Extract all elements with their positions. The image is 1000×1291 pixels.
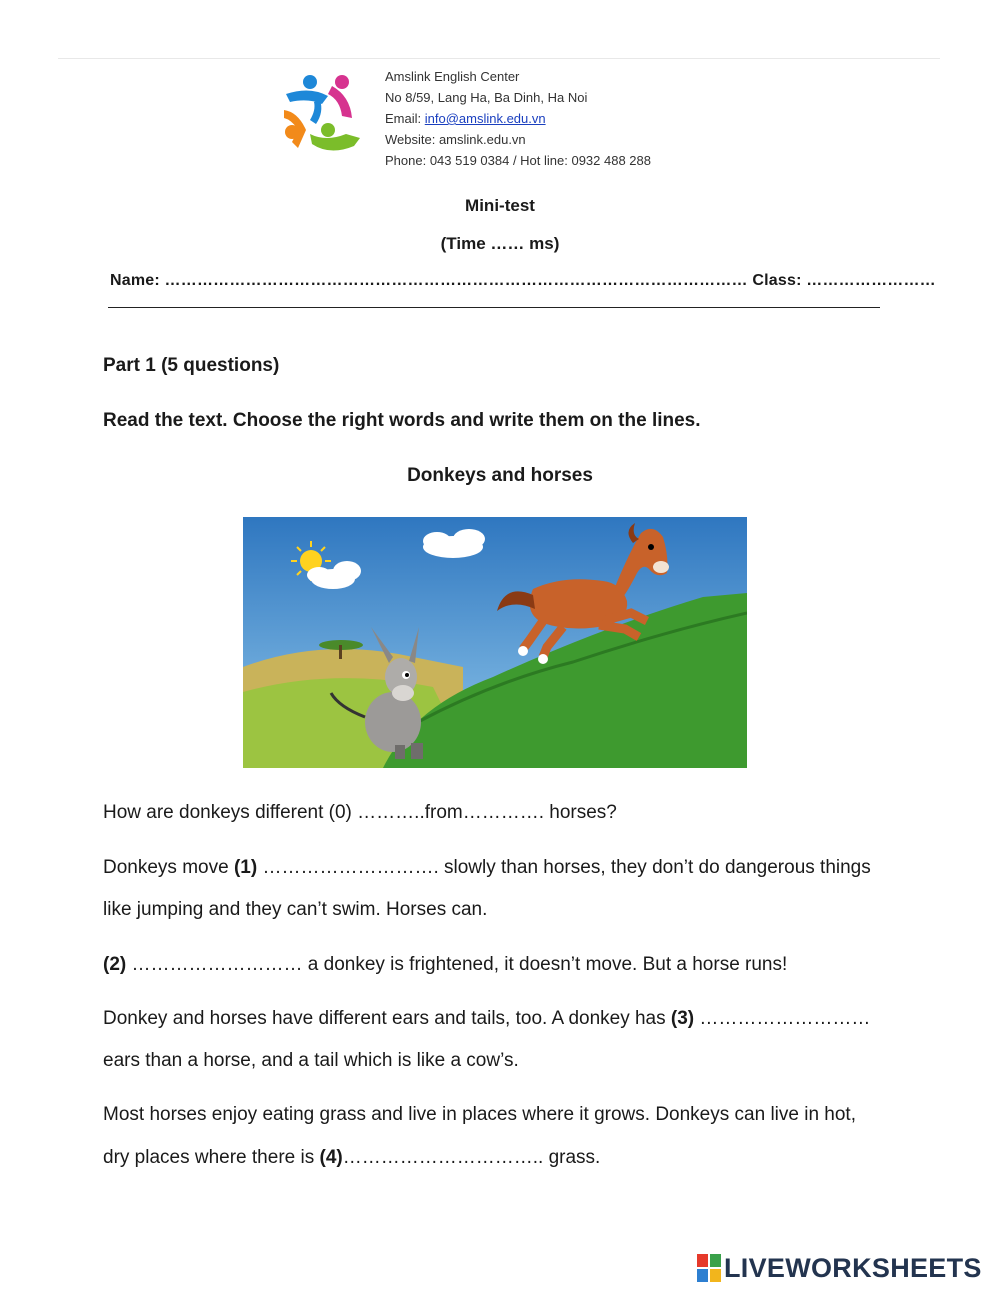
q3-text-pre: Donkey and horses have different ears and tails, too. A donkey has — [103, 1008, 671, 1029]
q2-text: ……………………… a donkey is frightened, it doesn’t move. But a horse runs! — [126, 954, 788, 975]
q2-number: (2) — [103, 954, 127, 975]
q2-line — [103, 944, 787, 986]
liveworksheets-logo-icon — [697, 1254, 721, 1282]
q3-text-post: ……………………… — [694, 1008, 871, 1029]
q3-number: (3) — [670, 1008, 695, 1029]
q3-line-2: ears than a horse, and a tail which is like a cow’s. — [103, 1050, 519, 1071]
q4-text-pre: dry places where there is — [103, 1147, 320, 1168]
liveworksheets-brand: LIVEWORKSHEETS — [724, 1252, 982, 1283]
liveworksheets-footer — [697, 1251, 982, 1285]
donkey-horse-illustration — [243, 517, 747, 768]
org-email-line — [385, 108, 651, 129]
org-info — [385, 66, 651, 171]
q4-line-1: Most horses enjoy eating grass and live in places where it grows. Donkeys can live in hot, — [103, 1104, 856, 1125]
test-time: (Time …… ms) — [440, 234, 560, 253]
q1-text-post: ………………………. slowly than horses, they don’t do dangerous things — [257, 857, 871, 878]
q3-line — [103, 998, 870, 1040]
q1-number: (1) — [233, 857, 258, 878]
email-link[interactable]: info@amslink.edu.vn — [424, 111, 546, 126]
story-title: Donkeys and horses — [407, 465, 593, 486]
q4-line — [103, 1137, 600, 1179]
q1-text-pre: Donkeys move — [103, 857, 234, 878]
q1-line — [103, 847, 871, 889]
q1-line-2: like jumping and they can’t swim. Horses can. — [103, 899, 488, 920]
name-underline — [108, 307, 880, 308]
amslink-logo — [280, 72, 364, 160]
instruction: Read the text. Choose the right words and write them on the lines. — [103, 410, 701, 431]
top-divider — [58, 58, 940, 59]
test-title: Mini-test — [465, 196, 535, 215]
part-heading: Part 1 (5 questions) — [103, 355, 280, 376]
example-sentence: How are donkeys different (0) ………..from…………. horses? — [103, 802, 617, 823]
email-label: Email: — [385, 111, 425, 126]
name-class-row: Name: ……………………………………………………………………………………………… Class: …………………… — [110, 272, 936, 289]
q4-text-post: ………………………….. grass. — [342, 1147, 601, 1168]
q4-number: (4) — [319, 1147, 343, 1168]
org-address: No 8/59, Lang Ha, Ba Dinh, Ha Noi — [385, 90, 588, 105]
org-name: Amslink English Center — [385, 69, 520, 84]
org-website: Website: amslink.edu.vn — [385, 132, 526, 147]
org-phone: Phone: 043 519 0384 / Hot line: 0932 488 288 — [385, 153, 651, 168]
